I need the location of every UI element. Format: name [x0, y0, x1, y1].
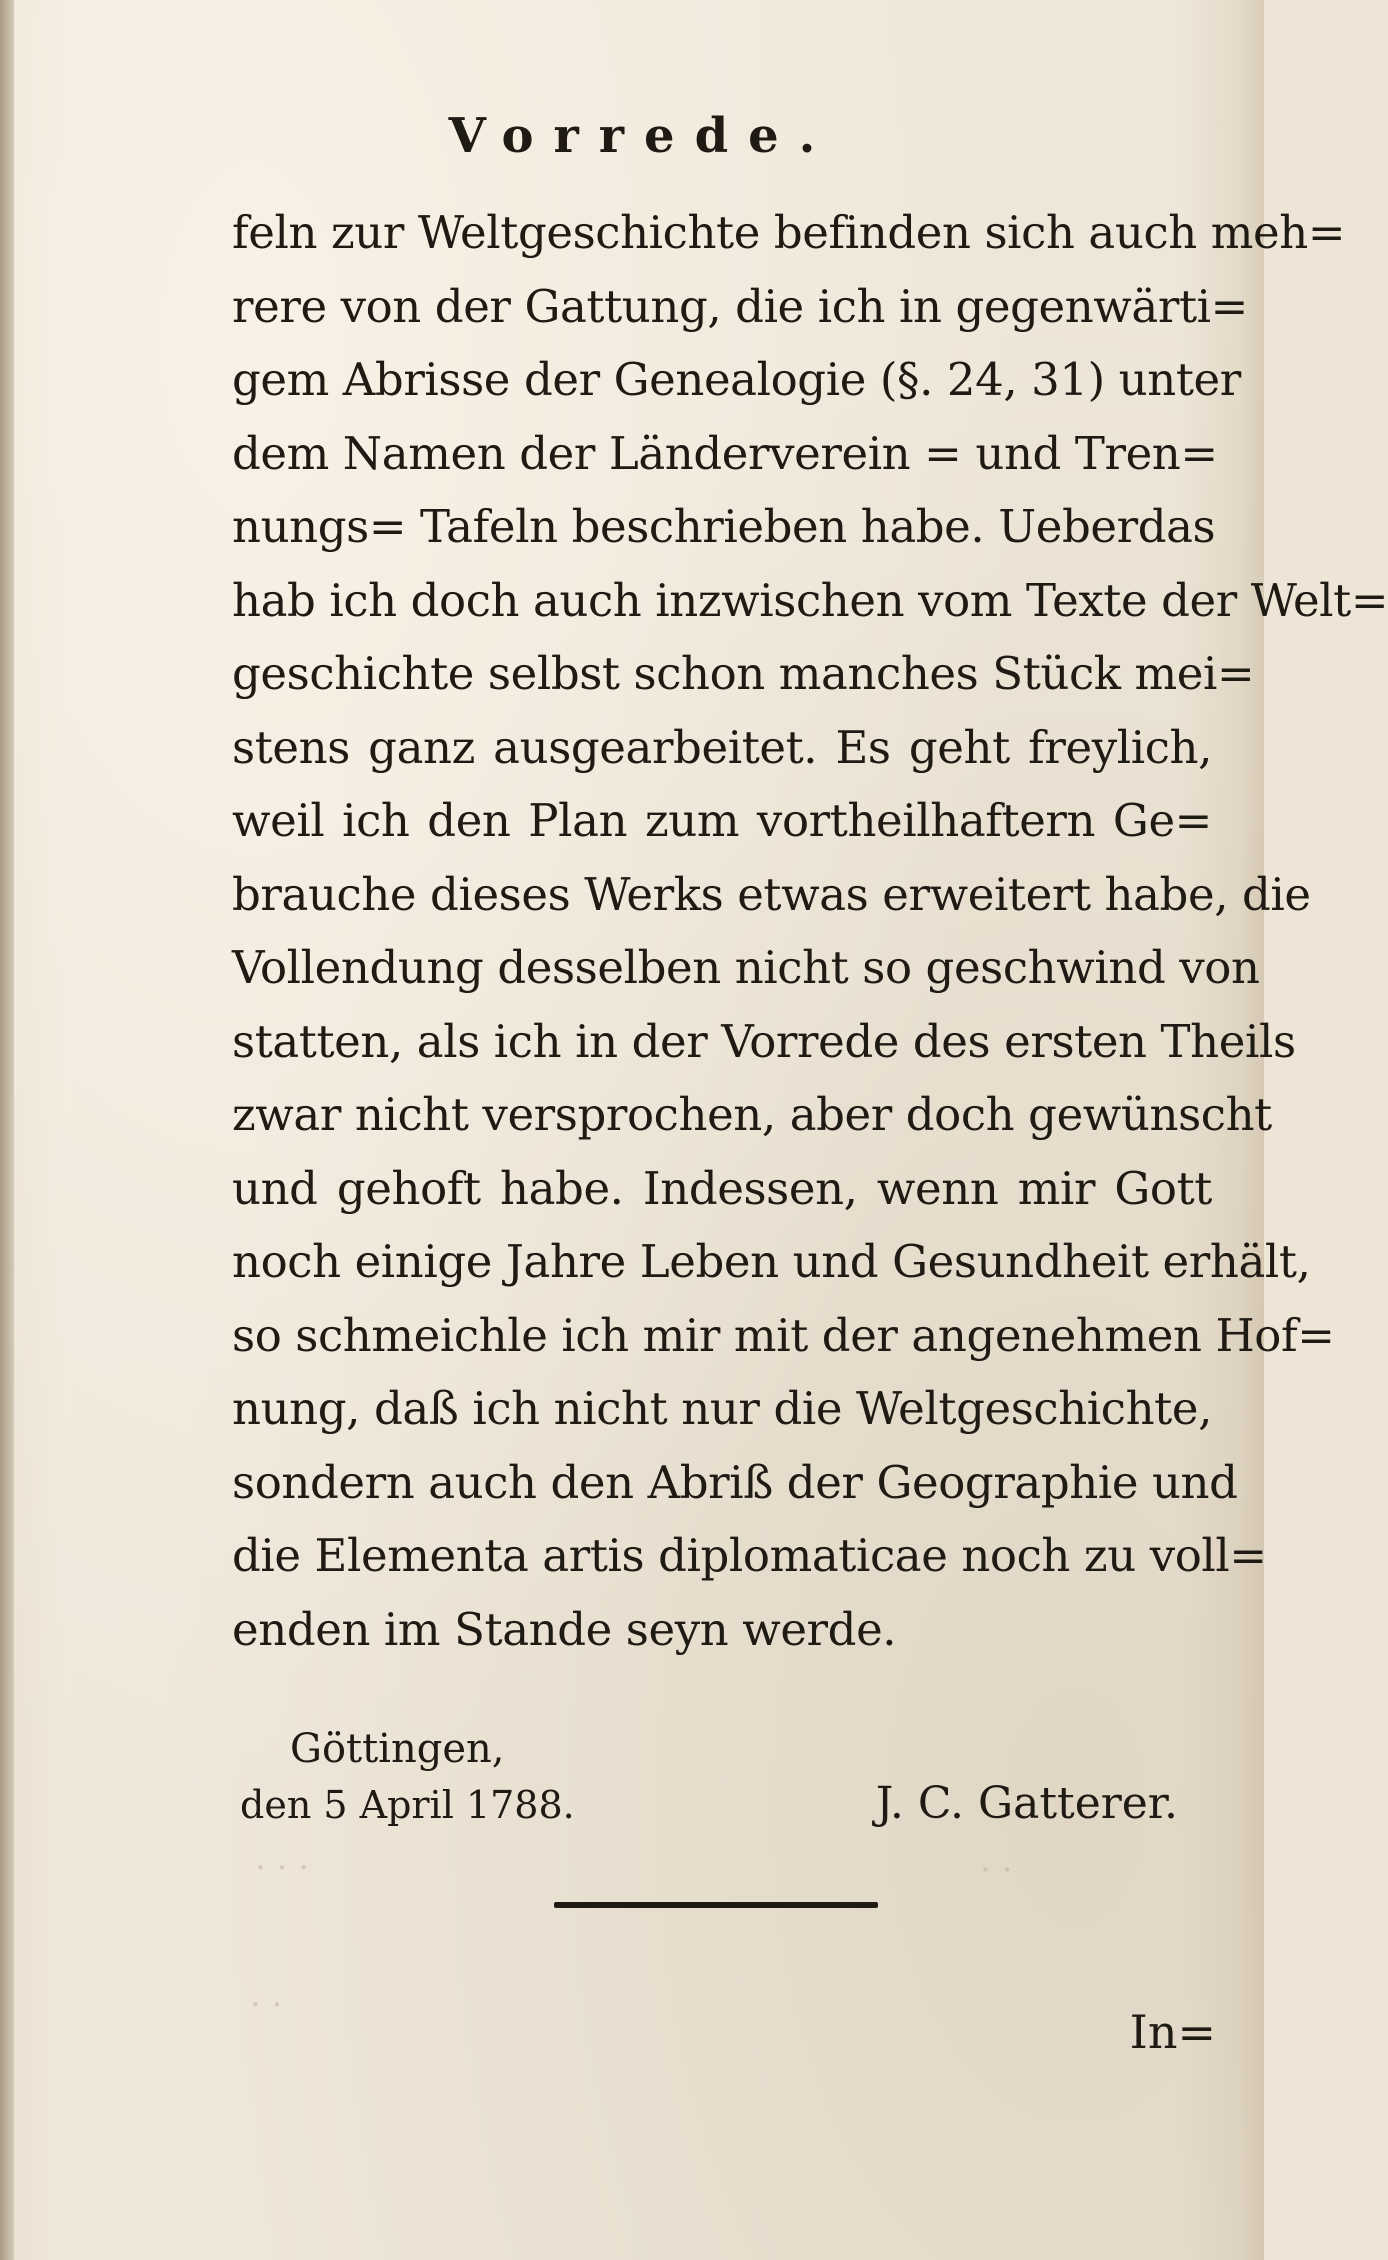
text-line: feln zur Weltgeschichte befinden sich auch meh= [232, 206, 1346, 259]
text-line: brauche dieses Werks etwas erweitert habe, die [232, 867, 1311, 921]
closing-place: Göttingen, [290, 1726, 505, 1772]
text-line: stens ganz ausgearbeitet. Es geht freylich, [232, 720, 1212, 774]
body-text [232, 196, 1388, 1666]
catchword: In= [1129, 2005, 1216, 2059]
text-line: gem Abrisse der Genealogie (§. 24, 31) unter [232, 353, 1241, 406]
text-line: nung, daß ich nicht nur die Weltgeschichte, [232, 1382, 1212, 1435]
closing-date: den 5 April 1788. [240, 1783, 575, 1827]
text-line: dem Namen der Länderverein = und Tren= [232, 426, 1218, 480]
text-line: so schmeichle ich mir mit der angenehmen Hof= [232, 1308, 1335, 1362]
bleed-through-mark: · · · [255, 1848, 310, 1888]
text-line: noch einige Jahre Leben und Gesundheit erhält, [232, 1235, 1311, 1288]
running-head: Vorrede. [448, 108, 836, 164]
text-line: sondern auch den Abriß der Geographie und [232, 1455, 1238, 1509]
section-rule [554, 1902, 878, 1908]
text-line: die Elementa artis diplomaticae noch zu voll= [232, 1529, 1267, 1582]
text-line: weil ich den Plan zum vortheilhaftern Ge= [232, 794, 1212, 847]
text-line: Vollendung desselben nicht so geschwind von [232, 941, 1260, 994]
text-line: hab ich doch auch inzwischen vom Texte der Welt= [232, 573, 1388, 627]
text-line: geschichte selbst schon manches Stück mei= [232, 647, 1255, 700]
author-signature: J. C. Gatterer. [875, 1778, 1178, 1829]
text-line: und gehoft habe. Indessen, wenn mir Gott [232, 1161, 1212, 1215]
bleed-through-mark: · · [250, 1985, 283, 2025]
binding-edge-shadow [0, 0, 14, 2260]
text-line: enden im Stande seyn werde. [232, 1602, 897, 1656]
text-line: rere von der Gattung, die ich in gegenwärti= [232, 279, 1248, 333]
text-line: statten, als ich in der Vorrede des ersten Theils [232, 1014, 1296, 1068]
text-line: zwar nicht versprochen, aber doch gewünscht [232, 1088, 1272, 1141]
bleed-through-mark: · · [980, 1850, 1013, 1890]
text-line: nungs= Tafeln beschrieben habe. Ueberdas [232, 500, 1216, 553]
